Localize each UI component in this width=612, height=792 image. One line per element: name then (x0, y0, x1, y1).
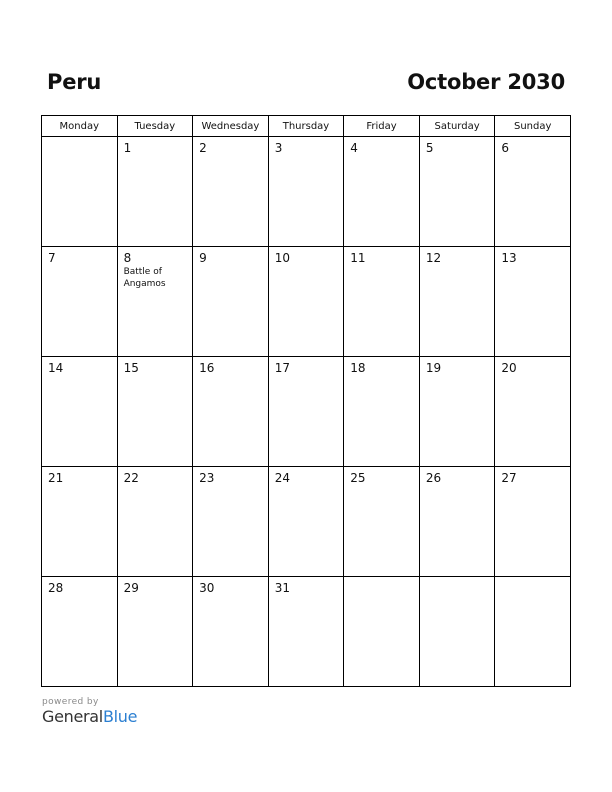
week-row-2 (42, 247, 571, 357)
weekday-wednesday: Wednesday (193, 116, 269, 137)
day-cell (117, 137, 193, 247)
day-cell (268, 357, 344, 467)
day-cell (419, 577, 495, 687)
week-row-1 (42, 137, 571, 247)
day-cell (344, 357, 420, 467)
day-number: 30 (199, 581, 215, 595)
week-row-3 (42, 357, 571, 467)
day-number: 5 (425, 141, 434, 155)
day-cell (193, 137, 269, 247)
weekday-saturday: Saturday (419, 116, 495, 137)
weekday-tuesday: Tuesday (117, 116, 193, 137)
day-cell (42, 577, 118, 687)
day-cell (495, 357, 571, 467)
brand-blue-text: Blue (102, 707, 138, 726)
generalblue-logo[interactable] (42, 707, 137, 727)
day-number: 12 (425, 251, 442, 265)
day-number: 7 (48, 251, 56, 265)
day-cell (419, 137, 495, 247)
day-cell (117, 247, 193, 357)
day-number: 23 (199, 471, 215, 485)
day-number: 14 (48, 361, 64, 375)
day-cell (42, 247, 118, 357)
day-cell (344, 247, 420, 357)
day-cell (344, 137, 420, 247)
footer-branding (42, 697, 137, 727)
day-number: 1 (123, 141, 132, 155)
day-cell (193, 247, 269, 357)
powered-by-text: powered by (42, 697, 99, 707)
day-number: 17 (274, 361, 290, 375)
day-number: 27 (501, 471, 517, 485)
day-cell (268, 577, 344, 687)
day-number: 15 (123, 361, 139, 375)
day-number: 6 (501, 141, 510, 155)
brand-general-text: General (42, 707, 103, 726)
day-cell (495, 137, 571, 247)
day-number: 2 (199, 141, 207, 155)
day-cell (117, 467, 193, 577)
day-number: 18 (350, 361, 366, 375)
day-number: 28 (48, 581, 64, 595)
day-number: 4 (350, 141, 358, 155)
day-cell (344, 467, 420, 577)
day-cell (42, 137, 118, 247)
day-cell (117, 577, 193, 687)
day-number: 22 (123, 471, 139, 485)
weekday-friday: Friday (344, 116, 420, 137)
weekday-thursday: Thursday (268, 116, 344, 137)
weekday-sunday: Sunday (495, 116, 571, 137)
day-cell (495, 467, 571, 577)
day-number: 26 (425, 471, 442, 485)
day-cell (495, 577, 571, 687)
calendar-grid (41, 115, 571, 687)
day-cell (419, 357, 495, 467)
day-number: 21 (48, 471, 64, 485)
day-cell (117, 357, 193, 467)
day-cell (419, 247, 495, 357)
day-number: 11 (350, 251, 366, 265)
day-number: 24 (274, 471, 290, 485)
week-row-5 (42, 577, 571, 687)
weekday-header-row (42, 116, 571, 137)
day-cell (268, 247, 344, 357)
day-number: 9 (199, 251, 207, 265)
day-number: 19 (425, 361, 442, 375)
country-title: Peru (47, 70, 102, 94)
day-cell (495, 247, 571, 357)
day-number: 20 (501, 361, 517, 375)
day-number: 25 (350, 471, 366, 485)
day-number: 16 (199, 361, 215, 375)
month-year-title: October 2030 (407, 70, 565, 94)
holiday-label: Battle of Angamos (123, 267, 166, 289)
day-number: 13 (501, 251, 517, 265)
day-number: 29 (123, 581, 139, 595)
day-number: 10 (274, 251, 290, 265)
day-number: 3 (274, 141, 283, 155)
day-cell (268, 467, 344, 577)
day-cell (268, 137, 344, 247)
day-number: 8 (123, 251, 132, 265)
day-cell (419, 467, 495, 577)
day-cell (344, 577, 420, 687)
week-row-4 (42, 467, 571, 577)
weekday-monday: Monday (42, 116, 118, 137)
day-number: 31 (274, 581, 290, 595)
day-cell (42, 357, 118, 467)
day-cell (193, 577, 269, 687)
day-cell (193, 467, 269, 577)
day-cell (42, 467, 118, 577)
day-cell (193, 357, 269, 467)
